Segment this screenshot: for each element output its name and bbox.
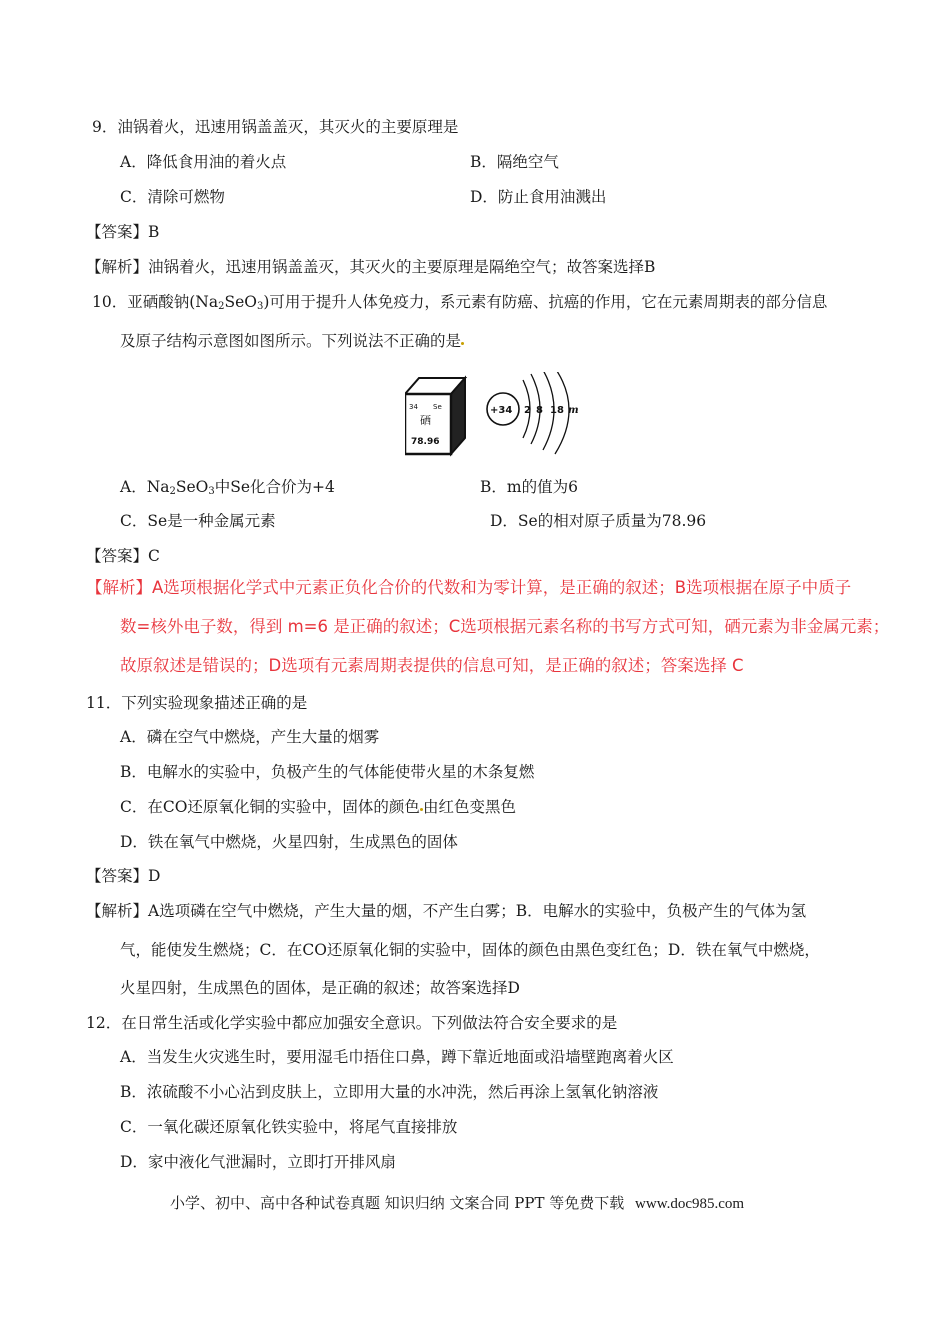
atomic-number: 34 [409, 403, 418, 411]
q10-option-c: C．Se是一种金属元素 [120, 512, 276, 530]
subscript: 3 [208, 486, 215, 497]
element-symbol: Se [433, 403, 442, 411]
q12-option-c: C．一氧化碳还原氧化铁实验中，将尾气直接排放 [120, 1118, 458, 1136]
q12-stem: 12．在日常生活或化学实验中都应加强安全意识。下列做法符合安全要求的是 [86, 1014, 618, 1032]
q10-answer: 【答案】C [86, 547, 160, 565]
stem-part: 及原子结构示意图如图所示。下列说法不正确的是 [120, 332, 462, 350]
periodic-table-cell [405, 378, 465, 454]
q11-analysis-line1: 【解析】A选项磷在空气中燃烧，产生大量的烟，不产生白雾；B．电解水的实验中，负极产生的气体为氢 [86, 902, 807, 920]
element-name-glyph: 硒 [420, 414, 431, 427]
q11-answer: 【答案】D [86, 867, 161, 885]
stray-mark [461, 342, 464, 345]
q9-option-d: D．防止食用油溅出 [470, 188, 607, 206]
stem-part: 10．亚硒酸钠(Na [92, 293, 219, 311]
shell-count-2: 8 [536, 405, 543, 416]
q10-analysis-line2: 数=核外电子数，得到 m=6 是正确的叙述；C选项根据元素名称的书写方式可知，硒元素为非金属元素； [120, 617, 890, 636]
q12-option-b: B．浓硫酸不小心沾到皮肤上，立即用大量的水冲洗，然后再涂上氢氧化钠溶液 [120, 1083, 659, 1101]
q11-analysis-line3: 火星四射，生成黑色的固体，是正确的叙述；故答案选择D [120, 979, 520, 997]
nucleus-charge: +34 [490, 405, 513, 416]
q9-stem: 9．油锅着火，迅速用锅盖盖灭，其灭火的主要原理是 [92, 118, 459, 136]
option-part: 由红色变黑色 [422, 798, 516, 816]
footer-url[interactable]: www.doc985.com [635, 1196, 745, 1212]
q9-option-c: C．清除可燃物 [120, 188, 225, 206]
q10-option-a [120, 477, 335, 502]
q10-stem-line2 [120, 331, 464, 351]
q12-option-a: A．当发生火灾逃生时，要用湿毛巾捂住口鼻，蹲下靠近地面或沿墙壁跑离着火区 [120, 1048, 674, 1066]
q12-option-d: D．家中液化气泄漏时，立即打开排风扇 [120, 1153, 396, 1171]
q10-option-d: D．Se的相对原子质量为78.96 [490, 512, 707, 530]
shell-count-4: m [568, 405, 579, 416]
q9-option-b: B．隔绝空气 [470, 153, 559, 171]
selenium-figure [405, 372, 595, 482]
option-part: A．Na [120, 478, 170, 496]
footer-text: 小学、初中、高中各种试卷真题 知识归纳 文案合同 PPT 等免费下载 [170, 1194, 625, 1212]
analysis-label: 【解析】 [86, 258, 149, 276]
q10-stem [92, 292, 827, 317]
q9-answer: 【答案】B [86, 223, 160, 241]
shell-count-1: 2 [524, 405, 531, 416]
q11-option-b: B．电解水的实验中，负极产生的气体能使带火星的木条复燃 [120, 763, 535, 781]
q11-option-a: A．磷在空气中燃烧，产生大量的烟雾 [120, 728, 380, 746]
option-part: 中Se化合价为+4 [214, 478, 335, 496]
q10-analysis-line1: 【解析】A选项根据化学式中元素正负化合价的代数和为零计算，是正确的叙述；B选项根据在原子中质子 [86, 578, 852, 597]
atomic-mass: 78.96 [411, 437, 440, 447]
shell-count-3: 18 [550, 405, 564, 416]
option-part: C．在CO还原氧化铜的实验中，固体的颜色 [120, 798, 420, 816]
q11-option-d: D．铁在氧气中燃烧，火星四射，生成黑色的固体 [120, 833, 458, 851]
stem-part: )可用于提升人体免疫力，系元素有防癌、抗癌的作用，它在元素周期表的部分信息 [263, 293, 828, 311]
q10-analysis-line3: 故原叙述是错误的；D选项有元素周期表提供的信息可知，是正确的叙述；答案选择 C [120, 656, 744, 675]
subscript: 2 [218, 301, 225, 312]
atomic-structure-diagram [487, 372, 579, 454]
q9-analysis [86, 257, 655, 277]
option-part: SeO [175, 478, 209, 496]
q11-option-c [120, 797, 516, 817]
stem-part: SeO [224, 293, 257, 311]
q11-stem: 11．下列实验现象描述正确的是 [86, 694, 308, 712]
page-footer [170, 1192, 744, 1213]
q10-option-b: B．m的值为6 [480, 478, 578, 496]
subscript: 3 [256, 301, 264, 312]
q11-analysis-line2: 气，能使发生燃烧；C．在CO还原氧化铜的实验中，固体的颜色由黑色变红色；D．铁在氧气中燃烧， [120, 941, 820, 959]
analysis-text: 油锅着火，迅速用锅盖盖灭，其灭火的主要原理是隔绝空气；故答案选择B [148, 258, 656, 276]
subscript: 2 [169, 486, 176, 497]
q9-option-a: A．降低食用油的着火点 [120, 153, 287, 171]
